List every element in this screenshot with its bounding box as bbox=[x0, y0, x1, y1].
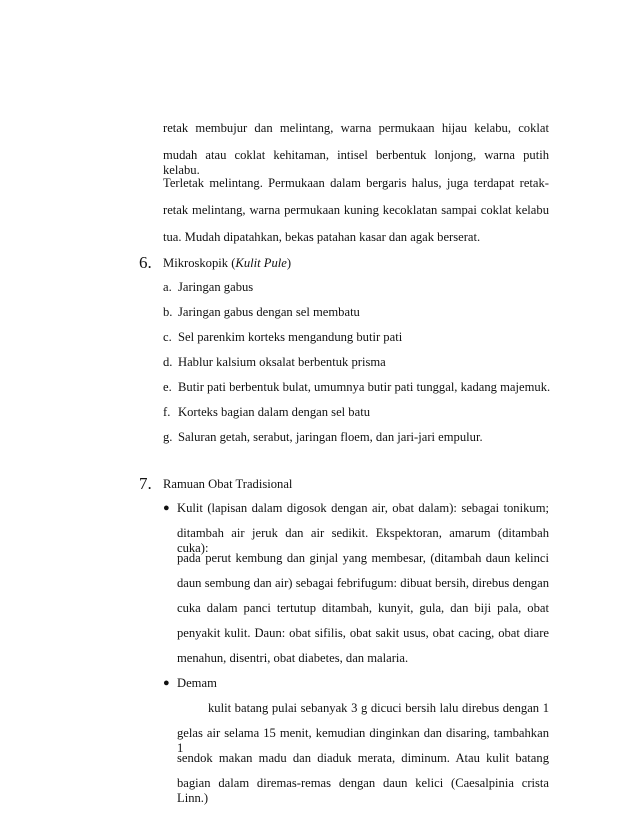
bullet2-heading: Demam bbox=[177, 676, 217, 690]
bullet2-line-2: gelas air selama 15 menit, kemudian dinginkan dan disaring, tambahkan 1 bbox=[177, 726, 549, 755]
list-item-text: Hablur kalsium oksalat berbentuk prisma bbox=[178, 355, 386, 369]
section-6-title-italic: Kulit Pule bbox=[235, 256, 287, 270]
section-6-number: 6. bbox=[139, 253, 152, 272]
list-item-text: Jaringan gabus bbox=[178, 280, 254, 294]
bullet1-line-7: menahun, disentri, obat diabetes, dan malaria. bbox=[177, 651, 409, 665]
list-item-text: Saluran getah, serabut, jaringan floem, dan jari-jari empulur. bbox=[178, 430, 483, 444]
section-6-title bbox=[163, 256, 291, 271]
bullet2-line-4: bagian dalam diremas-remas dengan daun kelici (Caesalpinia crista Linn.) bbox=[177, 776, 549, 805]
intro-line-3: Terletak melintang. Permukaan dalam bergaris halus, juga terdapat retak- bbox=[163, 176, 549, 190]
bullet2-line-3: sendok makan madu dan diaduk merata, diminum. Atau kulit batang bbox=[177, 751, 549, 765]
bullet1-line-2: ditambah air jeruk dan air sedikit. Ekspektoran, amarum (ditambah cuka): bbox=[177, 526, 549, 555]
intro-line-2: mudah atau coklat kehitaman, intisel berbentuk lonjong, warna putih kelabu. bbox=[163, 148, 549, 177]
bullet-icon: ● bbox=[163, 677, 170, 689]
bullet2-line-1: kulit batang pulai sebanyak 3 g dicuci bersih lalu direbus dengan 1 bbox=[208, 701, 549, 715]
list-item-label: f. bbox=[163, 405, 171, 419]
intro-line-1: retak membujur dan melintang, warna permukaan hijau kelabu, coklat bbox=[163, 121, 549, 135]
section-6-title-prefix: Mikroskopik ( bbox=[163, 256, 236, 270]
bullet-icon: ● bbox=[163, 502, 170, 514]
bullet1-line-4: daun sembung dan air) sebagai febrifugum: dibuat bersih, direbus dengan bbox=[177, 576, 549, 590]
bullet1-line-6: penyakit kulit. Daun: obat sifilis, obat sakit usus, obat cacing, obat diare bbox=[177, 626, 549, 640]
section-7-number: 7. bbox=[139, 474, 152, 493]
list-item-text: Korteks bagian dalam dengan sel batu bbox=[178, 405, 370, 419]
intro-line-5: tua. Mudah dipatahkan, bekas patahan kasar dan agak berserat. bbox=[163, 230, 481, 244]
section-7-title: Ramuan Obat Tradisional bbox=[163, 477, 293, 491]
intro-line-4: retak melintang, warna permukaan kuning kecoklatan sampai coklat kelabu bbox=[163, 203, 549, 217]
list-item-label: g. bbox=[163, 430, 173, 444]
bullet1-line-5: cuka dalam panci tertutup ditambah, kunyit, gula, dan biji pala, obat bbox=[177, 601, 549, 615]
list-item-label: c. bbox=[163, 330, 172, 344]
list-item-label: d. bbox=[163, 355, 173, 369]
list-item-label: a. bbox=[163, 280, 172, 294]
list-item-label: b. bbox=[163, 305, 173, 319]
list-item-label: e. bbox=[163, 380, 172, 394]
bullet1-line-3: pada perut kembung dan ginjal yang membesar, (ditambah daun kelinci bbox=[177, 551, 549, 565]
list-item-text: Sel parenkim korteks mengandung butir pati bbox=[178, 330, 403, 344]
section-6-title-suffix: ) bbox=[286, 256, 292, 270]
bullet1-line-1: Kulit (lapisan dalam digosok dengan air, obat dalam): sebagai tonikum; bbox=[177, 501, 549, 515]
list-item-text: Butir pati berbentuk bulat, umumnya butir pati tunggal, kadang majemuk. bbox=[178, 380, 551, 394]
list-item-text: Jaringan gabus dengan sel membatu bbox=[178, 305, 360, 319]
